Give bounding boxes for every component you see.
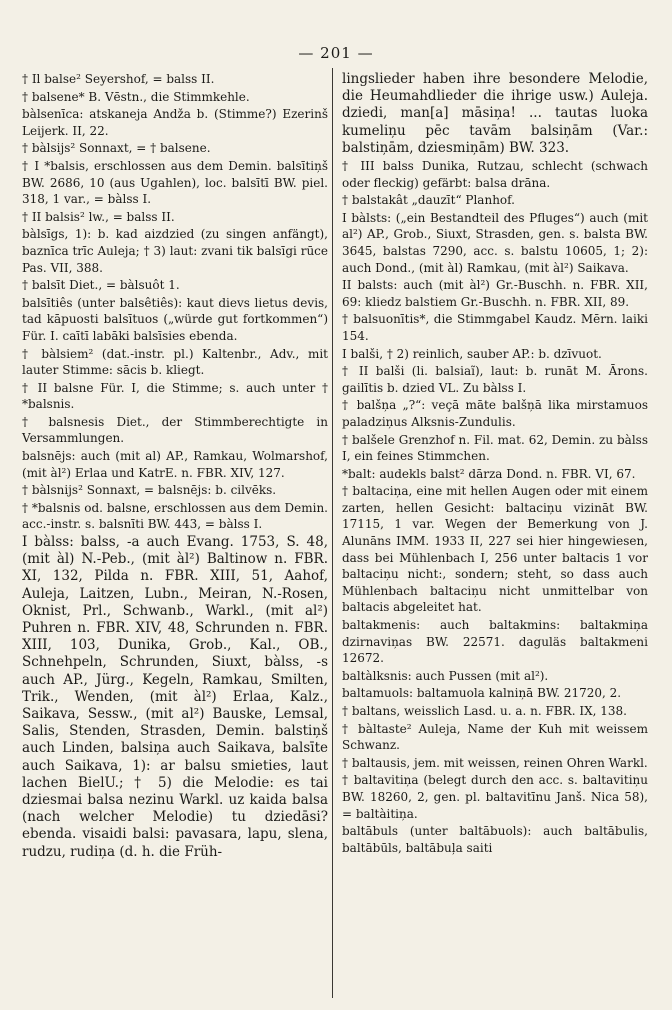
dictionary-entry: baltàlksnis: auch Pussen (mit al²). [342, 668, 549, 683]
page-number: — 201 — [298, 44, 374, 62]
dictionary-entry: † baltausis, jem. mit weissen, reinen Ohren Warkl. [342, 755, 648, 770]
dictionary-entry: *balt: audekls balst² dārza Dond. n. FBR. VI, 67. [342, 466, 636, 481]
dictionary-entry: † II balši (li. balsiaĩ), laut: b. runāt M. Ārons. gailītis b. dzied VL. Zu bàlss I. [342, 364, 648, 395]
right-column [342, 71, 648, 857]
dictionary-entry: baltābuls (unter baltābuols): auch baltābulis, baltābūls, baltābuļa saiti [342, 824, 648, 855]
dictionary-entry: † bàlsnijs² Sonnaxt, = balsnējs: b. cilvēks. [22, 483, 277, 498]
dictionary-entry: balsītiês (unter balsêtiês): kaut dievs lietus devis, tad kāpuosti balsītuos („würde gut fortkommen“) Für. I. caītī labāki balsīsies ebenda. [22, 295, 328, 343]
dictionary-entry: † balsnesis Diet., der Stimmberechtigte in Versammlungen. [22, 414, 328, 446]
dictionary-entry: † balsīt Diet., = bàlsuôt 1. [22, 278, 180, 293]
dictionary-entry: † balšņa „?“: veçā māte balšņā lika mirstamuos paladziņus Alksnis-Zundulis. [342, 398, 648, 429]
dictionary-entry: † bàltaste² Auleja, Name der Kuh mit weissem Schwanz. [342, 721, 648, 753]
dictionary-entry: baltakmenis: auch baltakmins: baltakmiņa dzirnaviņas BW. 22571. daguläs baltakmeni 12672. [342, 618, 648, 666]
dictionary-entry: † II balsne Für. I, die Stimme; s. auch unter † *balsnis. [22, 380, 328, 412]
dictionary-entry: † balšele Grenzhof n. Fil. mat. 62, Demin. zu bàlss I, ein feines Stimmchen. [342, 432, 648, 464]
dictionary-entry: † baltans, weisslich Lasd. u. a. n. FBR. IX, 138. [342, 704, 627, 719]
dictionary-entry: † *balsnis od. balsne, erschlossen aus dem Demin. acc.-instr. s. balsnīti BW. 443, = bàlss I. [22, 500, 328, 532]
dictionary-entry: † II balsis² lw., = balss II. [22, 209, 175, 224]
dictionary-entry: baltamuols: baltamuola kalniņā BW. 21720, 2. [342, 686, 622, 701]
dictionary-entry: † Il balse² Seyershof, = balss II. [22, 72, 215, 86]
dictionary-entry: I bàlss: balss, -a auch Evang. 1753, S. 48, (mit àl) N.-Peb., (mit àl²) Baltinow n. FBR. XI, 132, Pilda n. FBR. XIII, 51, Aahof, Auleja, Laitzen, Lubn., Meiran, N.-Rosen, Oknist, Prl., Schwanb., Warkl., (mit al²) Puhren n. FBR. XIV, 48, Schrunden n. FBR. XIII, 103, Dunika, Grob., Kal., OB., Schnehpeln, Schrunden, Siuxt, bàlss, -s auch AP., Jürg., Kegeln, Ramkau, Smilten, Trik., Wenden, (mit àl²) Erlaa, Kalz., Saikava, Sessw., (mit al²) Bauske, Lemsal, Salis, Stenden, Strasden, Demin. balstiņš auch Linden, balsiņa auch Saikava, balsīte auch Saikava, 1): ar balsu smieties, laut lachen BielU.; † 5) die Melodie: es tai dziesmai balsa nezinu Warkl. uz kaida balsa (nach welcher Melodie) tu dziedāsi? ebenda. visaidi balsi: pavasara, lapu, slena, rudzu, rudiņa (d. h. die Früh- [22, 534, 328, 860]
dictionary-entry: † balsuonītis*, die Stimmgabel Kaudz. Mērn. laiki 154. [342, 312, 648, 343]
dictionary-entry: † balstakât „dauzīt“ Planhof. [342, 193, 515, 208]
dictionary-entry: II balsts: auch (mit àl²) Gr.-Buschh. n. FBR. XII, 69: kliedz balstiem Gr.-Buschh. n. FBR. XII, 89. [342, 278, 648, 309]
dictionary-entry: bàlsenīca: atskaneja Andža b. (Stimme?) Ezerinš Leijerk. II, 22. [22, 107, 328, 138]
dictionary-entry: I balši, † 2) reinlich, sauber AP.: b. dzīvuot. [342, 346, 602, 361]
dictionary-entry: I bàlsts: („ein Bestandteil des Pfluges“) auch (mit al²) AP., Grob., Siuxt, Strasden, gen. s. balsta BW. 3645, balstas 7290, acc. s. balstu 10605, 1; 2): auch Dond., (mit àl) Ramkau, (mit àl²) Saikava. [342, 210, 648, 275]
dictionary-entry: † bàlsijs² Sonnaxt, = † balsene. [22, 141, 211, 156]
dictionary-entry: † baltaciņa, eine mit hellen Augen oder mit einem zarten, hellen Gesicht: baltaciņu vizināt BW. 17115, 1 var. Wegen der Bemerkung von J. Alunāns IMM. 1933 II, 227 sei hier hingewiesen, dass bei Mühlenbach I, 256 unter baltacis 1 vor baltaciņu nicht:, sondern; steht, so dass auch Mühlenbach baltaciņu nicht unmittelbar von baltacis abgeleitet hat. [342, 484, 648, 615]
dictionary-entry: lingslieder haben ihre besondere Melodie, die Heumahdlieder die ihrige usw.) Auleja. dziedi, man[a] māsiņa! ... tautas luoka kumeliņu pēc tavām balsiņām (Var.: balstiņām, dziesmiņām) BW. 323. [342, 71, 648, 156]
dictionary-entry: † bàlsiem² (dat.-instr. pl.) Kaltenbr., Adv., mit lauter Stimme: sācis b. kliegt. [22, 346, 328, 378]
dictionary-entry: † I *balsis, erschlossen aus dem Demin. balsītiņš BW. 2686, 10 (aus Ugahlen), loc. balsītī BW. piel. 318, 1 var., = bàlss I. [22, 158, 328, 207]
dictionary-entry: bàlsīgs, 1): b. kad aizdzied (zu singen anfängt), baznīca trīc Auleja; † 3) laut: zvani tik balsīgi rūce Pas. VII, 388. [22, 227, 328, 275]
column-divider [332, 68, 333, 998]
left-column [22, 71, 328, 862]
dictionary-entry: † balsene* B. Vēstn., die Stimmkehle. [22, 89, 250, 104]
dictionary-entry: † III balss Dunika, Rutzau, schlecht (schwach oder fleckig) gefärbt: balsa drāna. [342, 159, 648, 190]
dictionary-entry: balsnējs: auch (mit al) AP., Ramkau, Wolmarshof, (mit àl²) Erlaa und KatrE. n. FBR. XIV, 127. [22, 449, 328, 480]
dictionary-entry: † baltavitiņa (belegt durch den acc. s. baltavitiņu BW. 18260, 2, gen. pl. baltavitīnu Janš. Nica 58), = baltàitiņa. [342, 773, 648, 821]
